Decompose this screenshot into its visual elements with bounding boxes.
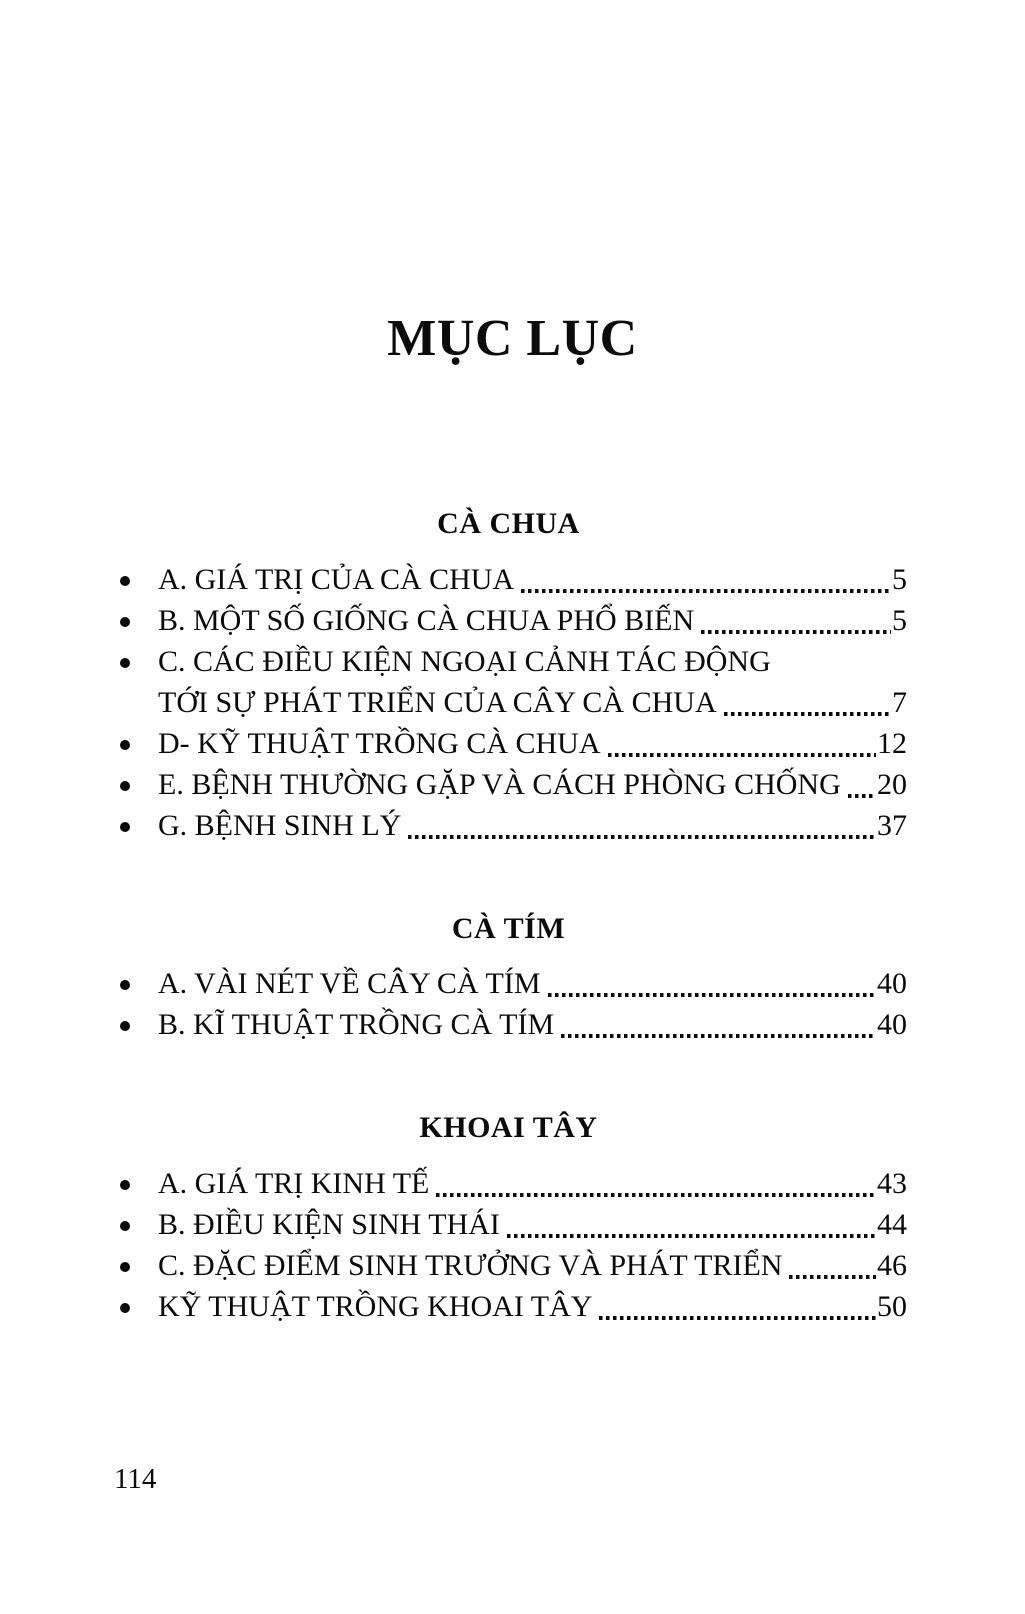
entry-title: KỸ THUẬT TRỒNG KHOAI TÂY (158, 1289, 593, 1323)
entry-title: C. ĐẶC ĐIỂM SINH TRƯỞNG VÀ PHÁT TRIỂN (158, 1248, 783, 1282)
entry-page-number: 43 (877, 1166, 907, 1200)
bullet-dot (120, 781, 130, 791)
toc-entry (158, 1286, 907, 1327)
page-title: MỤC LỤC (387, 310, 638, 367)
toc-entry-line (158, 1004, 907, 1045)
bullet-icon (110, 805, 158, 846)
bullet-icon (110, 1004, 158, 1045)
toc-item (110, 764, 907, 805)
entry-page-number: 5 (892, 603, 907, 637)
toc-entry-line (158, 723, 907, 764)
toc-entry-line (158, 1245, 907, 1286)
toc-entry (158, 963, 907, 1004)
toc-entry (158, 1163, 907, 1204)
toc-item (110, 1286, 907, 1327)
toc-item (110, 1163, 907, 1204)
bullet-icon (110, 1286, 158, 1327)
entry-page-number: 46 (877, 1248, 907, 1282)
entry-title: G. BỆNH SINH LÝ (158, 808, 402, 842)
entry-title: E. BỆNH THƯỜNG GẶP VÀ CÁCH PHÒNG CHỐNG (158, 767, 841, 801)
section-heading: KHOAI TÂY (419, 1111, 598, 1145)
toc-section-0 (110, 505, 907, 846)
bullet-icon (110, 600, 158, 641)
dot-leader (848, 794, 876, 798)
toc-entry (158, 641, 907, 723)
toc-section-2 (110, 1109, 907, 1327)
dot-leader (561, 1034, 876, 1038)
entry-page-number: 40 (877, 1008, 907, 1042)
entry-title: A. GIÁ TRỊ KINH TẾ (158, 1166, 430, 1200)
bullet-icon (110, 1245, 158, 1286)
toc-item (110, 963, 907, 1004)
toc-entry (158, 1245, 907, 1286)
toc-entry (158, 600, 907, 641)
entry-title: B. KĨ THUẬT TRỒNG CÀ TÍM (158, 1008, 555, 1042)
toc-list (110, 963, 907, 1045)
bullet-icon (110, 559, 158, 600)
toc-sections (110, 505, 907, 1327)
bullet-icon (110, 641, 158, 682)
entry-title: A. GIÁ TRỊ CỦA CÀ CHUA (158, 562, 515, 596)
bullet-dot (120, 740, 130, 750)
entry-page-number: 37 (877, 808, 907, 842)
toc-entry-line (158, 1204, 907, 1245)
toc-entry-line (158, 764, 907, 805)
toc-item (110, 559, 907, 600)
entry-page-number: 50 (877, 1289, 907, 1323)
toc-entry (158, 559, 907, 600)
toc-entry-line (158, 600, 907, 641)
bullet-icon (110, 764, 158, 805)
bullet-icon (110, 963, 158, 1004)
toc-item (110, 805, 907, 846)
toc-entry-line (158, 1286, 907, 1327)
toc-entry (158, 764, 907, 805)
dot-leader (599, 1316, 876, 1320)
dot-leader (608, 753, 876, 757)
toc-entry (158, 805, 907, 846)
entry-title: A. VÀI NÉT VỀ CÂY CÀ TÍM (158, 967, 541, 1001)
bullet-dot (120, 1303, 130, 1313)
toc-item (110, 641, 907, 723)
entry-title: TỚI SỰ PHÁT TRIỂN CỦA CÂY CÀ CHUA (158, 685, 717, 719)
dot-leader (724, 712, 891, 716)
toc-entry (158, 723, 907, 764)
toc-item (110, 1204, 907, 1245)
toc-entry (158, 1004, 907, 1045)
toc-entry (158, 1204, 907, 1245)
dot-leader (701, 630, 891, 634)
toc-item (110, 1245, 907, 1286)
dot-leader (548, 993, 876, 997)
toc-item (110, 723, 907, 764)
dot-leader (507, 1234, 876, 1238)
bullet-dot (120, 822, 130, 832)
bullet-dot (120, 1262, 130, 1272)
entry-page-number: 44 (877, 1207, 907, 1241)
toc-item (110, 1004, 907, 1045)
toc-entry-line (158, 805, 907, 846)
entry-page-number: 40 (877, 967, 907, 1001)
toc-entry-line (158, 963, 907, 1004)
toc-entry-line (158, 1163, 907, 1204)
dot-leader (436, 1193, 876, 1197)
toc-list (110, 559, 907, 846)
section-heading: CÀ TÍM (451, 911, 566, 945)
bullet-dot (120, 1221, 130, 1231)
entry-page-number: 5 (892, 562, 907, 596)
entry-title: C. CÁC ĐIỀU KIỆN NGOẠI CẢNH TÁC ĐỘNG (158, 644, 771, 678)
toc-section-1 (110, 910, 907, 1046)
footer-page-number: 114 (114, 1463, 157, 1495)
toc-item (110, 600, 907, 641)
dot-leader (408, 835, 876, 839)
bullet-dot (120, 980, 130, 990)
entry-title: B. ĐIỀU KIỆN SINH THÁI (158, 1207, 500, 1241)
entry-title: D- KỸ THUẬT TRỒNG CÀ CHUA (158, 726, 601, 760)
toc-entry-line (158, 682, 907, 723)
bullet-dot (120, 576, 130, 586)
bullet-icon (110, 1163, 158, 1204)
bullet-dot (120, 1021, 130, 1031)
bullet-dot (120, 658, 130, 668)
toc-entry-line (158, 641, 907, 682)
entry-page-number: 12 (877, 726, 907, 760)
bullet-icon (110, 723, 158, 764)
section-heading: CÀ CHUA (437, 507, 580, 541)
dot-leader (789, 1275, 876, 1279)
bullet-icon (110, 1204, 158, 1245)
bullet-dot (120, 617, 130, 627)
entry-page-number: 7 (892, 685, 907, 719)
entry-title: B. MỘT SỐ GIỐNG CÀ CHUA PHỔ BIẾN (158, 603, 695, 637)
entry-page-number: 20 (877, 767, 907, 801)
toc-entry-line (158, 559, 907, 600)
bullet-dot (120, 1180, 130, 1190)
dot-leader (521, 589, 891, 593)
toc-list (110, 1163, 907, 1327)
